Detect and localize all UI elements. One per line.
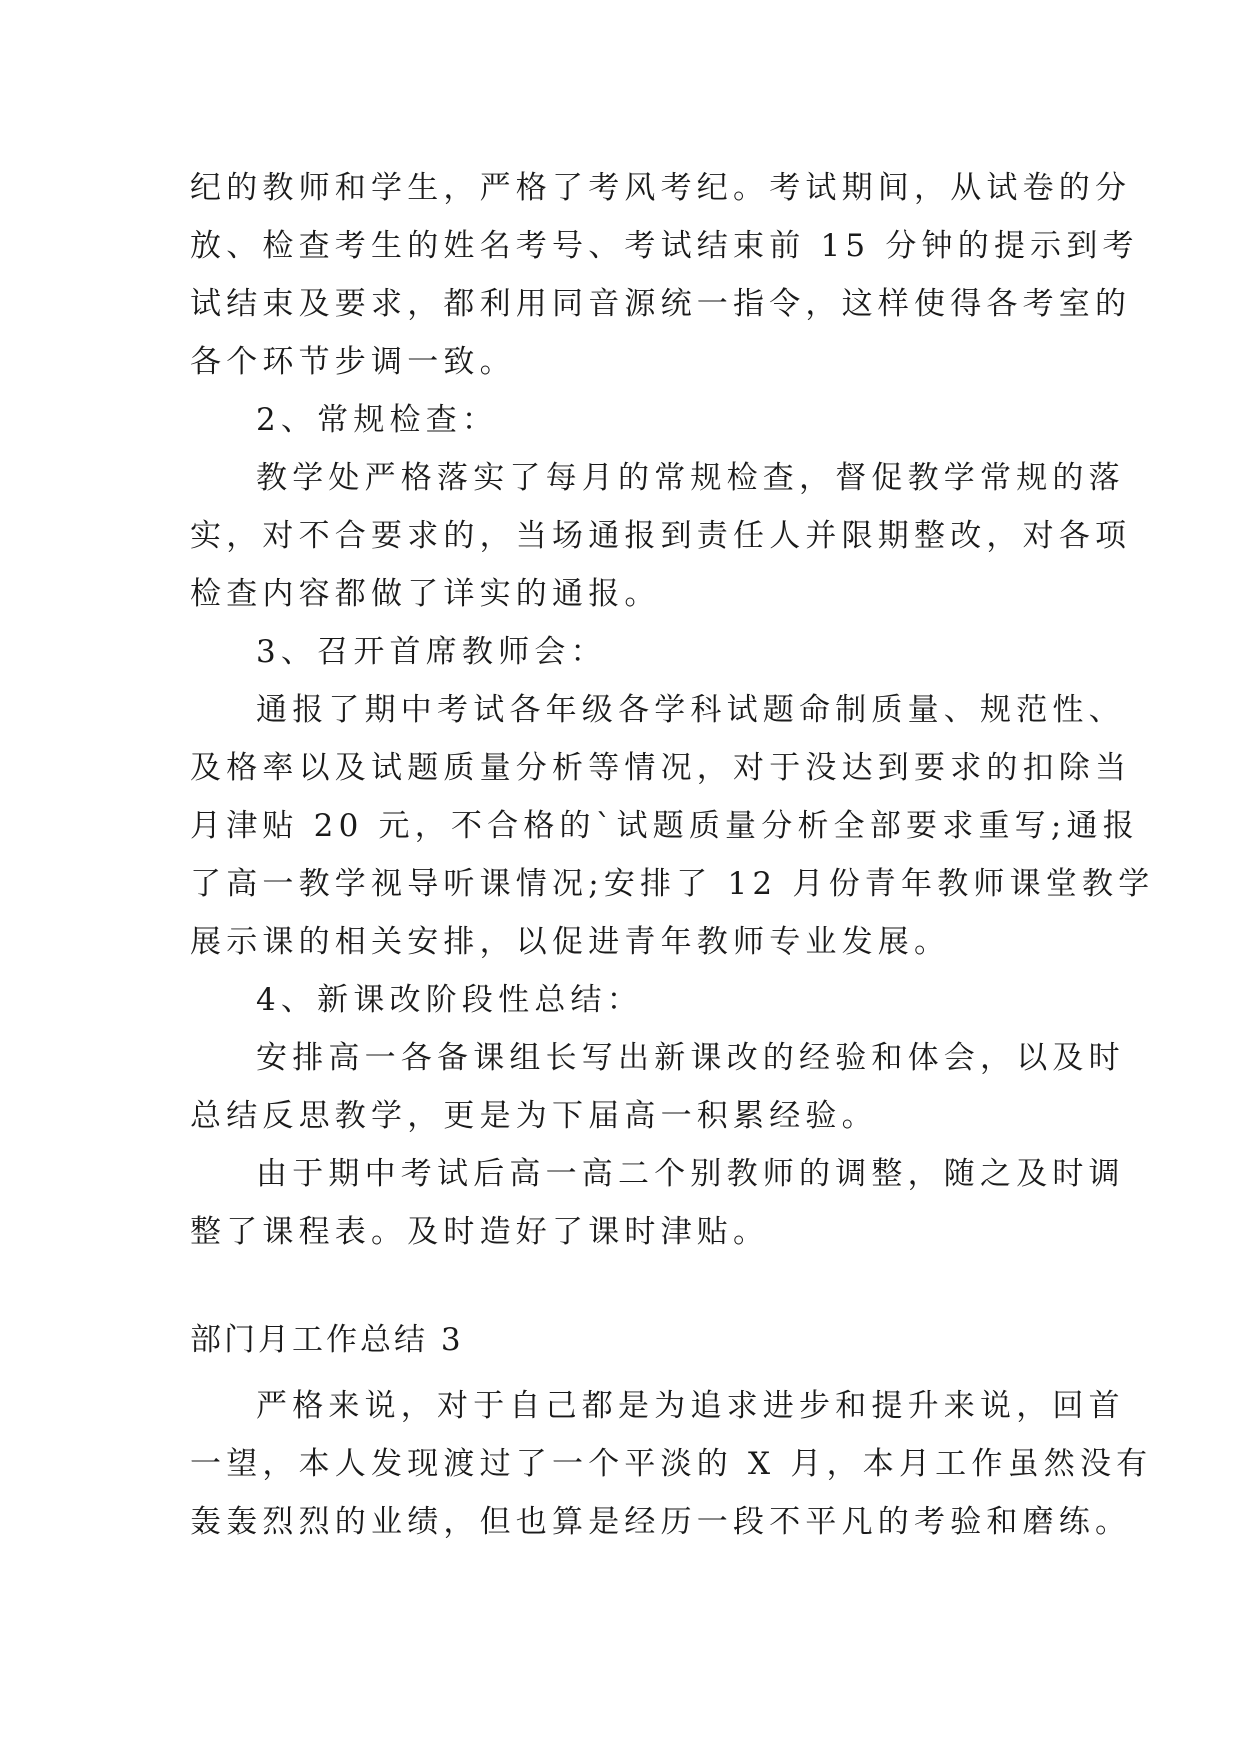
paragraph-line: 通报了期中考试各年级各学科试题命制质量、规范性、 — [256, 692, 1125, 728]
paragraph-line: 月津贴 20 元，不合格的`试题质量分析全部要求重写;通报 — [190, 808, 1139, 844]
paragraph-line: 轰轰烈烈的业绩，但也算是经历一段不平凡的考验和磨练。 — [190, 1504, 1132, 1540]
section-title: 部门月工作总结 3 — [190, 1322, 464, 1358]
paragraph-line: 总结反思教学，更是为下届高一积累经验。 — [190, 1098, 878, 1134]
paragraph-line: 纪的教师和学生，严格了考风考纪。考试期间，从试卷的分 — [190, 170, 1132, 206]
list-heading: 3、召开首席教师会： — [256, 634, 607, 670]
paragraph-line: 实，对不合要求的，当场通报到责任人并限期整改，对各项 — [190, 518, 1132, 554]
paragraph-line: 了高一教学视导听课情况;安排了 12 月份青年教师课堂教学 — [190, 866, 1155, 902]
paragraph-line: 试结束及要求，都利用同音源统一指令，这样使得各考室的 — [190, 286, 1132, 322]
paragraph-line: 教学处严格落实了每月的常规检查，督促教学常规的落 — [256, 460, 1125, 496]
paragraph-line: 一望，本人发现渡过了一个平淡的 X 月，本月工作虽然没有 — [190, 1446, 1153, 1482]
paragraph-line: 整了课程表。及时造好了课时津贴。 — [190, 1214, 770, 1250]
paragraph-line: 展示课的相关安排，以促进青年教师专业发展。 — [190, 924, 951, 960]
paragraph-line: 及格率以及试题质量分析等情况，对于没达到要求的扣除当 — [190, 750, 1132, 786]
paragraph-line: 严格来说，对于自己都是为追求进步和提升来说，回首 — [256, 1388, 1125, 1424]
paragraph-line: 各个环节步调一致。 — [190, 344, 516, 380]
paragraph-line: 由于期中考试后高一高二个别教师的调整，随之及时调 — [256, 1156, 1125, 1192]
paragraph-line: 安排高一各备课组长写出新课改的经验和体会，以及时 — [256, 1040, 1125, 1076]
paragraph-line: 放、检查考生的姓名考号、考试结束前 15 分钟的提示到考 — [190, 228, 1139, 264]
list-heading: 4、新课改阶段性总结： — [256, 982, 643, 1018]
paragraph-line: 检查内容都做了详实的通报。 — [190, 576, 661, 612]
list-heading: 2、常规检查： — [256, 402, 499, 438]
